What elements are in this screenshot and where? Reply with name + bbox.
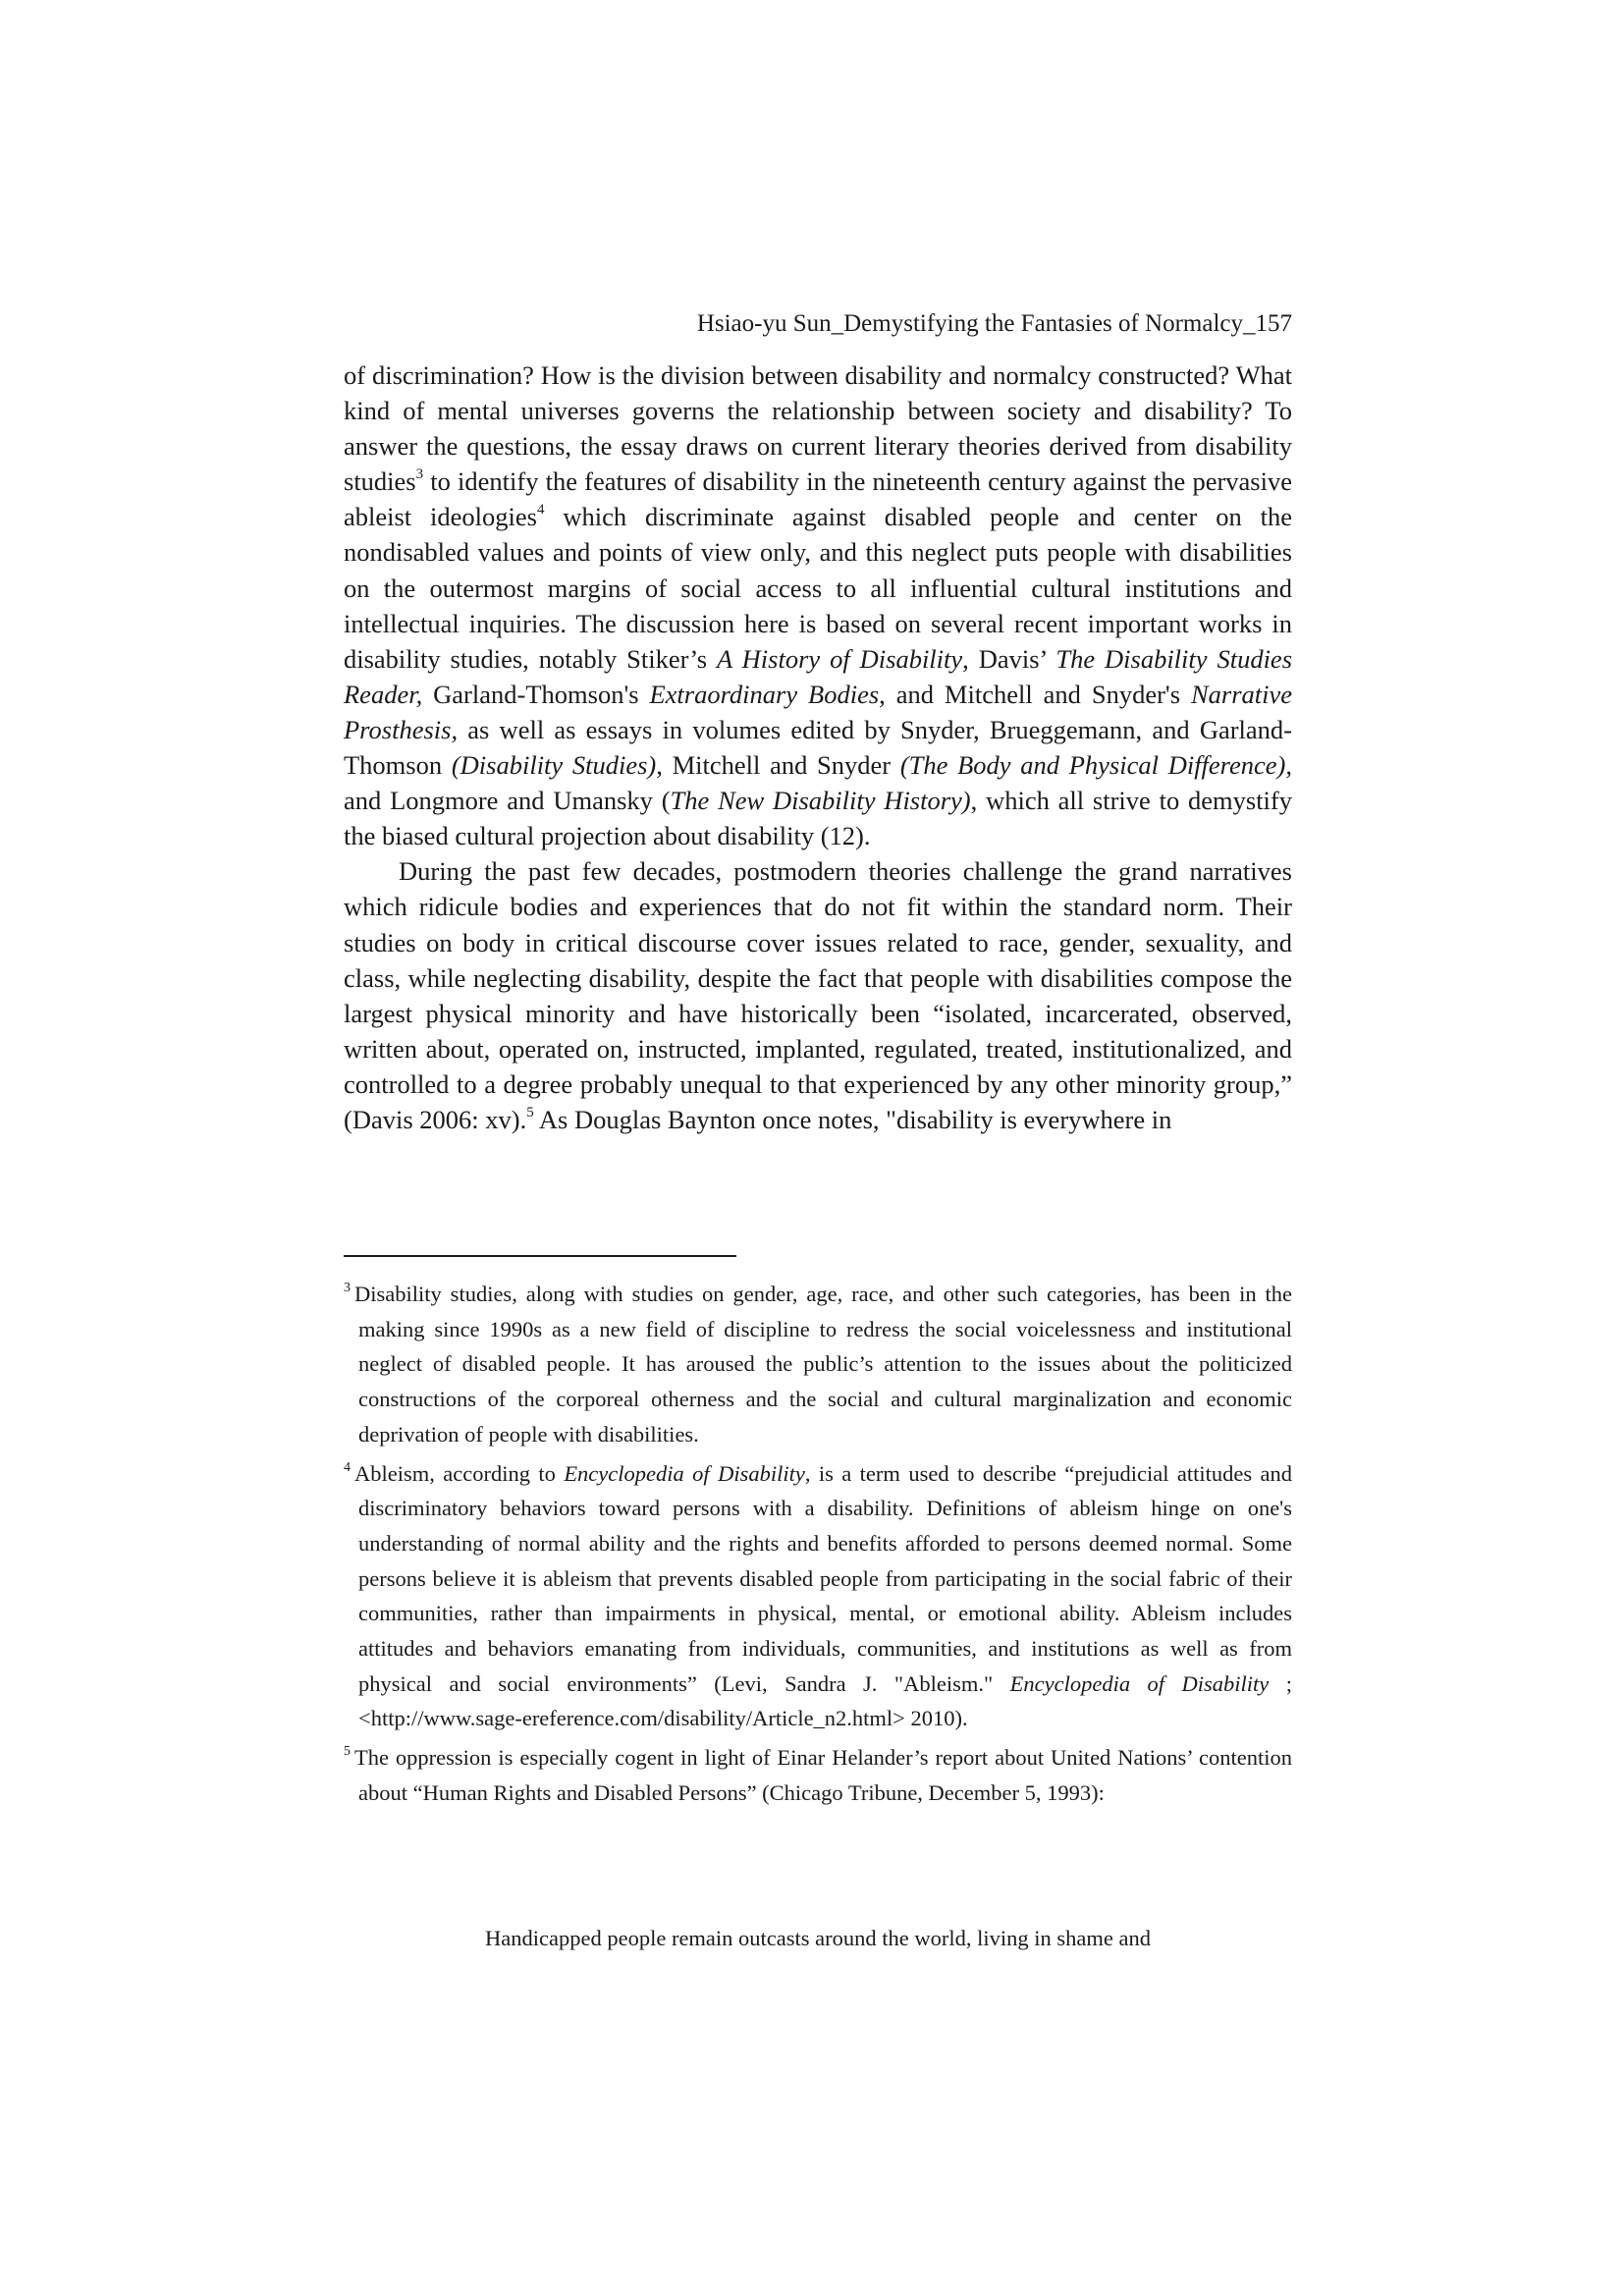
footnote-ref-3[interactable]: 3 — [415, 466, 424, 483]
footnote-text: Ableism, according to — [354, 1460, 565, 1486]
book-title: Encyclopedia of Disability — [564, 1460, 805, 1486]
paragraph-2 — [344, 853, 1292, 1137]
footnote-text: Disability studies, along with studies on gender, age, race, and other such categories, has been in the making since 1990s as a new field of discipline to redress the social voicelessness and institutional neglect of disabled people. It has aroused the public’s attention to the issues about the politicized constructions of the corporeal otherness and the social and cultural marginalization and economic deprivation of people with disabilities. — [354, 1282, 1292, 1447]
text-run: , and Mitchell and Snyder's — [879, 679, 1191, 709]
text-run: , which all strive to demystify the biased cultural projection about disability (12). — [344, 786, 1292, 851]
book-title: (Disability Studies), — [451, 750, 663, 781]
footnote-marker: 4 — [344, 1459, 351, 1475]
footnotes — [344, 1277, 1292, 1815]
text-run: as well as essays in volumes edited by Snyder, Brueggemann, and Garland-Thomson — [344, 714, 1292, 781]
book-title: Extraordinary Bodies — [649, 679, 880, 709]
text-run: , Davis’ — [962, 643, 1056, 674]
book-title: (The Body and Physical Difference), — [899, 750, 1292, 781]
text-run: to identify the features of disability in the nineteenth century against the pervasive ableist ideologies — [344, 466, 1292, 532]
text-run: During the past few decades, postmodern theories challenge the grand narratives which ridicule bodies and experiences that do not fit within the standard norm. Their studies on body in critical discourse cover issues related to race, gender, sexuality, and class, while neglecting disability, despite the fact that people with disabilities compose the largest physical minority and have historically been “isolated, incarcerated, observed, written about, operated on, instructed, implanted, regulated, treated, institutionalized, and controlled to a degree probably unequal to that experienced by any other minority group,” (Davis 2006: xv). — [344, 856, 1292, 1134]
text-run: As Douglas Baynton once notes, "disability is everywhere in — [533, 1104, 1172, 1134]
footnote-text: ; <http://www.sage-ereference.com/disability/Article_n2.html> 2010). — [358, 1670, 1292, 1731]
footnote-3 — [344, 1277, 1292, 1452]
block-quote: Handicapped people remain outcasts around the world, living in shame and — [485, 1926, 1151, 1950]
footnote-ref-5[interactable]: 5 — [526, 1104, 534, 1121]
book-title: Encyclopedia of Disability — [1009, 1670, 1270, 1696]
paragraph-1 — [344, 357, 1292, 853]
footnote-divider — [344, 1255, 736, 1257]
book-title: Narrative Prosthesis, — [344, 679, 1293, 744]
book-title: The Disability Studies Reader, — [344, 643, 1293, 709]
running-head: Hsiao-yu Sun_Demystifying the Fantasies of Normalcy_157 — [696, 310, 1292, 337]
book-title: A History of Disability — [717, 643, 963, 674]
footnote-5 — [344, 1740, 1292, 1810]
footnote-text: The oppression is especially cogent in light of Einar Helander’s report about United Nations’ contention about “Human Rights and Disabled Persons” (Chicago Tribune, December 5, 1993): — [354, 1745, 1292, 1805]
text-run: which discriminate against disabled people and center on the nondisabled values and points of view only, and this neglect puts people with disabilities on the outermost margins of social access to all influential cultural institutions and intellectual inquiries. The discussion here is based on several recent important works in disability studies, notably Stiker’s — [344, 502, 1292, 674]
footnote-marker: 5 — [344, 1744, 351, 1760]
text-run: Mitchell and Snyder — [662, 750, 900, 781]
main-text — [344, 357, 1292, 1137]
footnote-text: , is a term used to describe “prejudicial attitudes and discriminatory behaviors toward persons with a disability. Definitions of ableism hinge on one's understanding of normal ability and the rights and benefits afforded to persons deemed normal. Some persons believe it is ableism that prevents disabled people from participating in the social fabric of their communities, rather than impairments in physical, mental, or emotional ability. Ableism includes attitudes and behaviors emanating from individuals, communities, and institutions as well as from physical and social environments” (Levi, Sandra J. "Ableism." — [358, 1460, 1292, 1696]
text-run: Garland-Thomson's — [422, 679, 650, 709]
footnote-4 — [344, 1456, 1292, 1737]
text-run: of discrimination? How is the division between disability and normalcy constructed? What kind of mental universes governs the relationship between society and disability? To answer the questions, the essay draws on current literary theories derived from disability studies — [344, 360, 1292, 497]
footnote-marker: 3 — [344, 1281, 351, 1295]
footnote-ref-4[interactable]: 4 — [536, 502, 545, 519]
book-title: The New Disability History) — [670, 786, 971, 816]
text-run: and Longmore and Umansky ( — [344, 786, 671, 816]
